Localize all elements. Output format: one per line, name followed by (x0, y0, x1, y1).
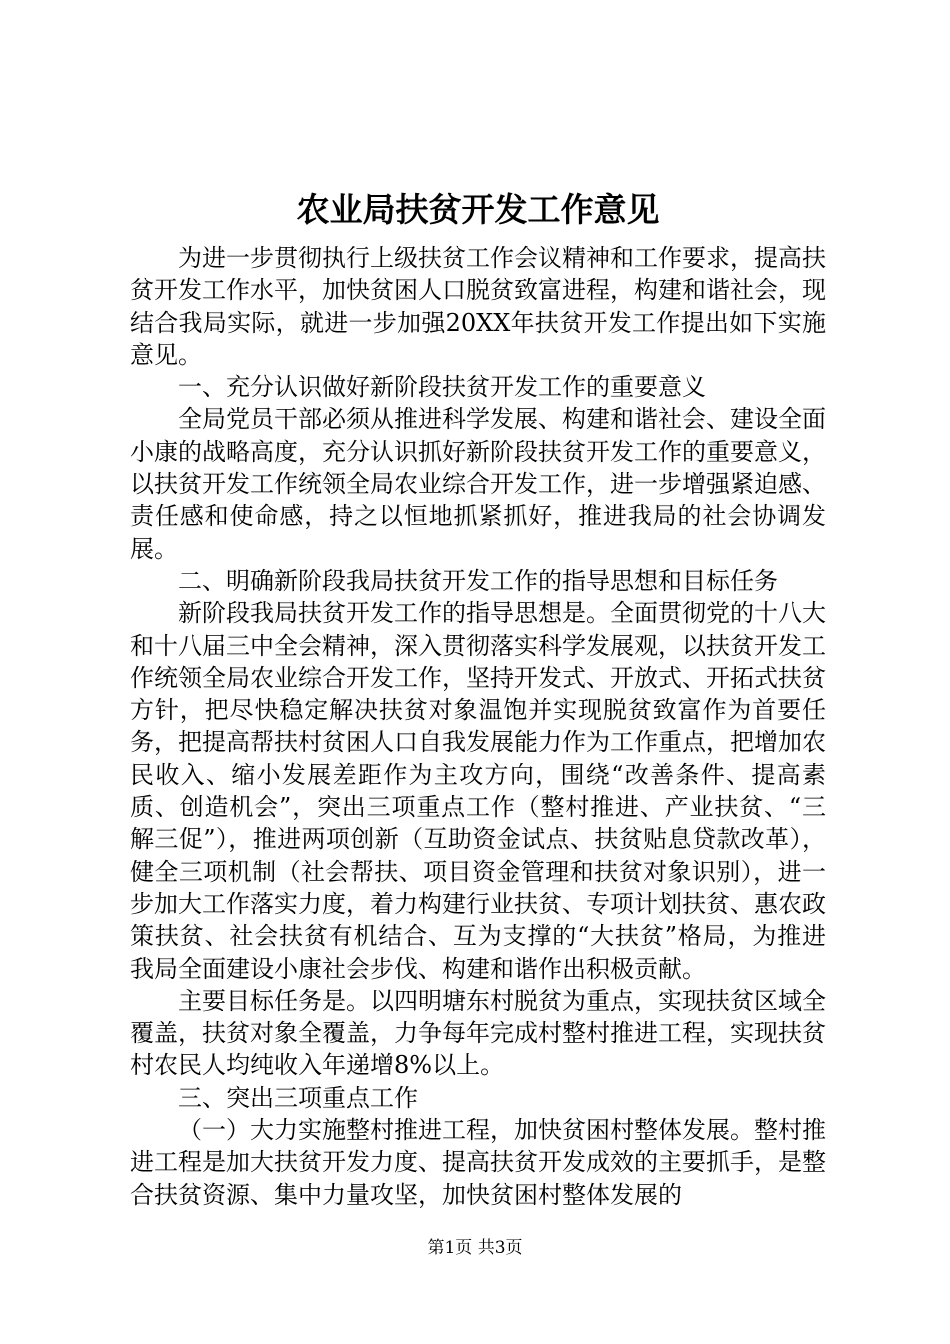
section-1-paragraph: 全局党员干部必须从推进科学发展、构建和谐社会、建设全面小康的战略高度，充分认识抓好新阶段扶贫开发工作的重要意义，以扶贫开发工作统领全局农业综合开发工作，进一步增强紧迫感、责任感和使命感，持之以恒地抓紧抓好，推进我局的社会协调发展。 (130, 405, 826, 563)
document-body (130, 186, 826, 1211)
section-3-item-1-paragraph: （一）大力实施整村推进工程，加快贫困村整体发展。整村推进工程是加大扶贫开发力度、提高扶贫开发成效的主要抓手，是整合扶贫资源、集中力量攻坚，加快贫困村整体发展的 (130, 1116, 826, 1209)
section-heading-1: 一、充分认识做好新阶段扶贫开发工作的重要意义 (178, 373, 706, 402)
section-heading-2: 二、明确新阶段我局扶贫开发工作的指导思想和目标任务 (178, 566, 778, 595)
document-title: 农业局扶贫开发工作意见 (296, 190, 660, 229)
page-number-footer: 第1页 共3页 (427, 1238, 523, 1258)
guiding-ideology-paragraph: 新阶段我局扶贫开发工作的指导思想是。全面贯彻党的十八大和十八届三中全会精神，深入贯彻落实科学发展观，以扶贫开发工作统领全局农业综合开发工作，坚持开发式、开放式、开拓式扶贫方针，把尽快稳定解决扶贫对象温饱并实现脱贫致富作为首要任务，把提高帮扶村贫困人口自我发展能力作为工作重点，把增加农民收入、缩小发展差距作为主攻方向，围绕“改善条件、提高素质、创造机会”，突出三项重点工作（整村推进、产业扶贫、“三解三促”），推进两项创新（互助资金试点、扶贫贴息贷款改革），健全三项机制（社会帮扶、项目资金管理和扶贫对象识别），进一步加大工作落实力度，着力构建行业扶贫、专项计划扶贫、惠农政策扶贫、社会扶贫有机结合、互为支撑的“大扶贫”格局，为推进我局全面建设小康社会步伐、构建和谐作出积极贡献。 (130, 599, 826, 983)
main-goals-paragraph: 主要目标任务是。以四明塘东村脱贫为重点，实现扶贫区域全覆盖，扶贫对象全覆盖，力争每年完成村整村推进工程，实现扶贫村农民人均纯收入年递增8%以上。 (130, 986, 826, 1080)
section-heading-3: 三、突出三项重点工作 (178, 1083, 418, 1112)
intro-paragraph: 为进一步贯彻执行上级扶贫工作会议精神和工作要求，提高扶贫开发工作水平，加快贫困人口脱贫致富进程，构建和谐社会，现结合我局实际，就进一步加强20XX年扶贫开发工作提出如下实施意见。 (130, 244, 826, 369)
